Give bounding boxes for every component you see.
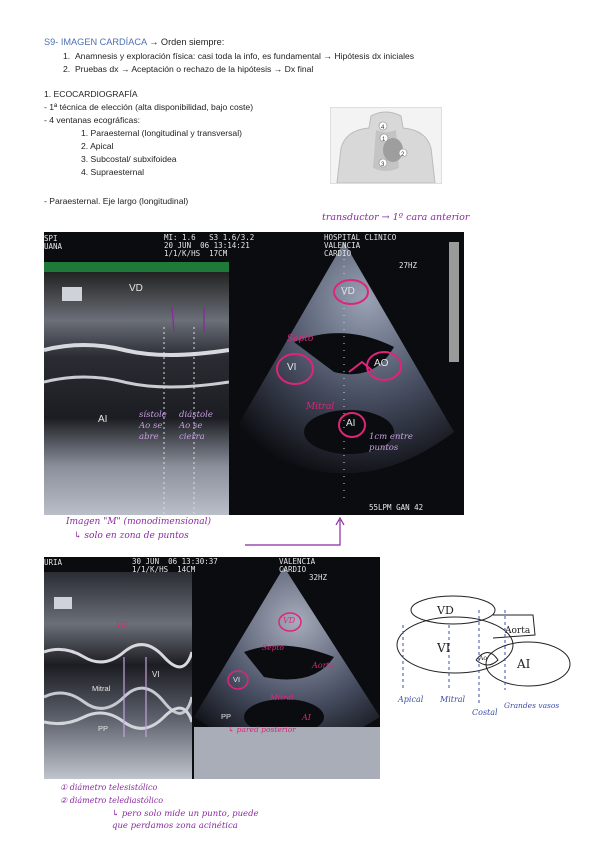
echo1-label-ai: AI (98, 414, 108, 425)
echo1-overlay-right: HOSPITAL CLINICO VALENCIA CARDIO (324, 233, 397, 258)
limit-note: ↳ pero solo mide un punto, puede que perdamos zona acinética (112, 809, 259, 831)
sketch-ai: AI (517, 657, 531, 671)
solo-zona-note: ↳ solo en zona de puntos (74, 531, 189, 541)
echo2-overlay-top: 30 JUN 06 13:30:37 1/1/K/HS 14CM (132, 557, 218, 574)
window-3: 3. Subcostal/ subxifoidea (81, 154, 177, 164)
window-2: 2. Apical (81, 141, 114, 151)
title-suffix: → Orden siempre: (149, 37, 225, 47)
echo2-label-mitral2: Mitral (270, 693, 294, 702)
transducer-note: transductor → 1º cara anterior (322, 212, 470, 223)
septo-note: Septo (287, 334, 314, 344)
echo2-label-vd: VD (116, 620, 129, 629)
window-4: 4. Supraesternal (81, 167, 145, 177)
echo2-label-pp: PP (98, 724, 109, 733)
sketch-vi: VI (437, 641, 451, 655)
echo-image-2 (44, 557, 380, 779)
title-text: S9- IMAGEN CARDÍACA (44, 37, 147, 47)
item-number: 2. (63, 64, 71, 74)
echo2-label-vi2: VI (233, 675, 241, 684)
echo1-bottom: 55LPM GAN 42 (369, 503, 424, 512)
sketch-label-apical: Apical (398, 695, 424, 704)
section-title: 1. ECOCARDIOGRAFÍA (44, 89, 138, 99)
sketch-label-mitral: Mitral (440, 695, 466, 704)
echo2-label-mitral: Mitral (92, 684, 111, 693)
diam-telesistolico: ① diámetro telesistólico (60, 783, 158, 792)
echo1-label-vd: VD (129, 283, 143, 294)
body-num: 3 (381, 162, 385, 168)
header-item-1 (63, 51, 414, 62)
page-title (44, 37, 224, 48)
item-text: Pruebas dx → Aceptación o rechazo de la hipótesis → Dx final (74, 64, 314, 74)
paraesternal-line: - Paraesternal. Eje largo (longitudinal) (44, 196, 189, 206)
sistole-note: sístole Ao se abre (139, 410, 167, 442)
echo1-hz: 27HZ (399, 261, 418, 270)
echo2-label-pared: ↳ pared posterior (228, 725, 296, 734)
echo1-label-vi: VI (287, 362, 297, 373)
echo1-overlay-top: MI: 1.6 S3 1.6/3.2 20 JUN 06 13:14:21 1/1/K/HS 17CM (164, 233, 255, 258)
echo2-label-ai: AI (302, 713, 311, 722)
echo1-overlay-left: SPI UANA (44, 234, 63, 251)
echo2-label-septo: Septo (262, 643, 284, 652)
body-num: 2 (401, 152, 405, 158)
sketch-aorta: Aorta (505, 626, 531, 636)
echo1-label-ai2: AI (346, 418, 356, 429)
body-num: 4 (381, 125, 385, 131)
body-num: 1 (382, 137, 386, 143)
echo-image-1 (44, 232, 464, 515)
echo1-label-vd2: VD (341, 286, 355, 297)
window-1: 1. Paraesternal (longitudinal y transversal) (81, 128, 242, 138)
echo2-label-pp2: PP (221, 712, 232, 721)
torso-svg (331, 108, 441, 183)
echo2-label-vd2: VD (283, 616, 296, 625)
echo2-label-aorta: Aorta (312, 661, 335, 670)
arrow-to-echo (240, 515, 360, 555)
sketch-label-grandes: Grandes vasos (504, 701, 560, 710)
bullet-1: - 1ª técnica de elección (alta disponibilidad, bajo coste) (44, 102, 254, 112)
echo2-overlay-right: VALENCIA CARDIO (279, 557, 316, 574)
bullet-2: - 4 ventanas ecográficas: (44, 115, 141, 125)
echo2-overlay-left: URIA (44, 558, 63, 567)
diastole-note: diástole Ao se cierra (179, 410, 213, 442)
torso-diagram (330, 107, 442, 184)
echo2-label-vi: VI (152, 670, 160, 679)
echo1-svg (44, 232, 464, 515)
header-item-2 (63, 64, 313, 75)
sketch-vd: VD (437, 604, 454, 617)
echo1-label-ao: AO (374, 358, 389, 369)
imagen-m-note: Imagen "M" (monodimensional) (66, 517, 211, 527)
item-number: 1. (63, 51, 71, 61)
mitral-note: Mitral (306, 402, 335, 412)
item-text: Anamnesis y exploración física: casi toda la info, es fundamental → Hipótesis dx iniciales (74, 51, 415, 61)
diam-telediastolico: ② diámetro telediastólico (60, 796, 164, 805)
sketch-label-costal: Costal (472, 708, 498, 717)
cm-note: 1cm entre puntos (369, 432, 413, 453)
echo2-hz: 32HZ (309, 573, 328, 582)
sketch-valve: Ao (479, 655, 487, 662)
